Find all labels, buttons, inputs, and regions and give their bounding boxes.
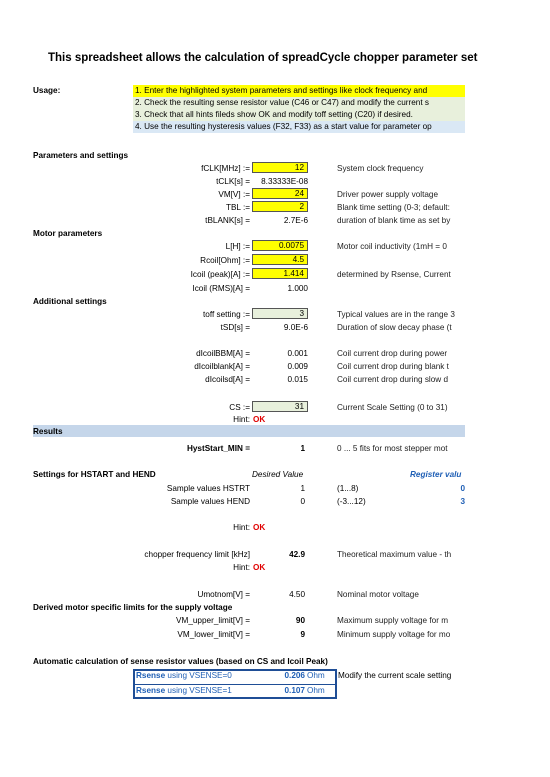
- tbl-label: TBL :=: [225, 203, 250, 212]
- vmu-desc: Maximum supply voltage for m: [337, 616, 449, 625]
- toff-label: toff setting :=: [203, 310, 250, 319]
- vm-input[interactable]: 24: [252, 188, 308, 199]
- icoil-peak-input[interactable]: 1.414: [252, 268, 308, 279]
- section-derived: Derived motor specific limits for the supply voltage: [33, 603, 233, 612]
- vmu-label: VM_upper_limit[V] =: [176, 616, 250, 625]
- icoil-peak-desc: determined by Rsense, Current: [337, 270, 451, 279]
- toff-input[interactable]: 3: [252, 308, 308, 319]
- usage-step-4[interactable]: 4. Use the resulting hysteresis values (F32, F33) as a start value for parameter op: [133, 121, 465, 133]
- rsense1-unit: Ohm: [307, 686, 325, 695]
- vmu-value: 90: [295, 616, 305, 625]
- umot-label: Umotnom[V] =: [197, 590, 250, 599]
- dicoilsd-desc: Coil current drop during slow d: [337, 375, 449, 384]
- hyst-desc: 0 ... 5 fits for most stepper mot: [337, 444, 448, 453]
- rsense1-label: Rsense using VSENSE=1: [136, 686, 232, 695]
- tbl-input[interactable]: 2: [252, 201, 308, 212]
- hstrt-register: 0: [460, 484, 465, 493]
- desired-value-header: Desired Value: [252, 470, 304, 479]
- umot-desc: Nominal motor voltage: [337, 590, 419, 599]
- hint-hyst-label: Hint:: [233, 523, 250, 532]
- usage-label: Usage:: [33, 86, 61, 95]
- rsense1-value: 0.107: [284, 686, 305, 695]
- tbl-desc: Blank time setting (0-3; default:: [337, 203, 450, 212]
- fclk-input[interactable]: 12: [252, 162, 308, 173]
- section-motor: Motor parameters: [33, 229, 103, 238]
- vml-value: 9: [300, 630, 305, 639]
- tclk-label: tCLK[s] =: [216, 177, 250, 186]
- rcoil-label: Rcoil[Ohm] :=: [200, 256, 250, 265]
- l-label: L[H] :=: [225, 242, 250, 251]
- chopper-value: 42.9: [289, 550, 305, 559]
- icoil-peak-label: Icoil (peak)[A] :=: [190, 270, 250, 279]
- usage-step-1[interactable]: 1. Enter the highlighted system parameters and settings like clock frequency and: [133, 85, 465, 97]
- usage-step-3[interactable]: 3. Check that all hints fileds show OK and modify toff setting (C20) if desired.: [133, 109, 465, 121]
- icoil-rms-value: 1.000: [287, 284, 308, 293]
- hyst-label: HystStart_MIN =: [186, 444, 250, 453]
- hyst-value: 1: [300, 444, 305, 453]
- dicoilsd-value: 0.015: [287, 375, 308, 384]
- tblank-label: tBLANK[s] =: [205, 216, 250, 225]
- hint-cs-status: OK: [253, 415, 266, 424]
- dicoilblank-desc: Coil current drop during blank t: [337, 362, 449, 371]
- tclk-value: 8.33333E-08: [261, 177, 308, 186]
- cs-desc: Current Scale Setting (0 to 31): [337, 403, 448, 412]
- tblank-desc: duration of blank time as set by: [337, 216, 451, 225]
- rcoil-input[interactable]: 4.5: [252, 254, 308, 265]
- toff-desc: Typical values are in the range 3: [337, 310, 455, 319]
- dicoilblank-value: 0.009: [287, 362, 308, 371]
- sense-note: Modify the current scale setting: [338, 671, 452, 680]
- cs-label: CS :=: [229, 403, 250, 412]
- hint-hyst-status: OK: [253, 523, 266, 532]
- tsd-desc: Duration of slow decay phase (t: [337, 323, 452, 332]
- hint-chopper-status: OK: [253, 563, 266, 572]
- dicoilsd-label: dIcoilsd[A] =: [205, 375, 250, 384]
- dicoilbbm-value: 0.001: [287, 349, 308, 358]
- register-value-header: Register valu: [410, 470, 462, 479]
- hstrt-label: Sample values HSTRT: [166, 484, 250, 493]
- section-hstart-hend: Settings for HSTART and HEND: [33, 470, 156, 479]
- vm-label: VM[V] :=: [218, 190, 250, 199]
- chopper-label: chopper frequency limit [kHz]: [144, 550, 250, 559]
- hend-value: 0: [300, 497, 305, 506]
- fclk-label: fCLK[MHz] :=: [201, 164, 250, 173]
- vm-desc: Driver power supply voltage: [337, 190, 439, 199]
- hend-register: 3: [460, 497, 465, 506]
- l-input[interactable]: 0.0075: [252, 240, 308, 251]
- umot-value: 4.50: [289, 590, 305, 599]
- dicoilblank-label: dIcoilblank[A] =: [194, 362, 250, 371]
- section-parameters: Parameters and settings: [33, 151, 129, 160]
- cs-input[interactable]: 31: [252, 401, 308, 412]
- rsense0-label: Rsense using VSENSE=0: [136, 671, 232, 680]
- hend-range: (-3...12): [337, 497, 366, 506]
- hend-label: Sample values HEND: [170, 497, 250, 506]
- section-results: Results: [33, 427, 63, 436]
- usage-step-2[interactable]: 2. Check the resulting sense resistor value (C46 or C47) and modify the current s: [133, 97, 465, 109]
- sense-divider: [133, 684, 337, 685]
- vml-desc: Minimum supply voltage for mo: [337, 630, 451, 639]
- fclk-desc: System clock frequency: [337, 164, 424, 173]
- results-band: [33, 425, 465, 437]
- icoil-rms-label: Icoil (RMS)[A] =: [192, 284, 250, 293]
- hstrt-value: 1: [300, 484, 305, 493]
- hstrt-range: (1...8): [337, 484, 359, 493]
- tsd-value: 9.0E-6: [283, 323, 308, 332]
- page-title: This spreadsheet allows the calculation of spreadCycle chopper parameter set: [48, 52, 478, 64]
- vml-label: VM_lower_limit[V] =: [177, 630, 250, 639]
- hint-cs-label: Hint:: [233, 415, 250, 424]
- tblank-value: 2.7E-6: [283, 216, 308, 225]
- dicoilbbm-label: dIcoilBBM[A] =: [196, 349, 250, 358]
- section-additional: Additional settings: [33, 297, 107, 306]
- dicoilbbm-desc: Coil current drop during power: [337, 349, 448, 358]
- section-sense: Automatic calculation of sense resistor values (based on CS and Icoil Peak): [33, 657, 328, 666]
- tsd-label: tSD[s] =: [220, 323, 250, 332]
- hint-chopper-label: Hint:: [233, 563, 250, 572]
- chopper-desc: Theoretical maximum value - th: [337, 550, 452, 559]
- rsense0-value: 0.206: [284, 671, 305, 680]
- l-desc: Motor coil inductivity (1mH = 0: [337, 242, 447, 251]
- rsense0-unit: Ohm: [307, 671, 325, 680]
